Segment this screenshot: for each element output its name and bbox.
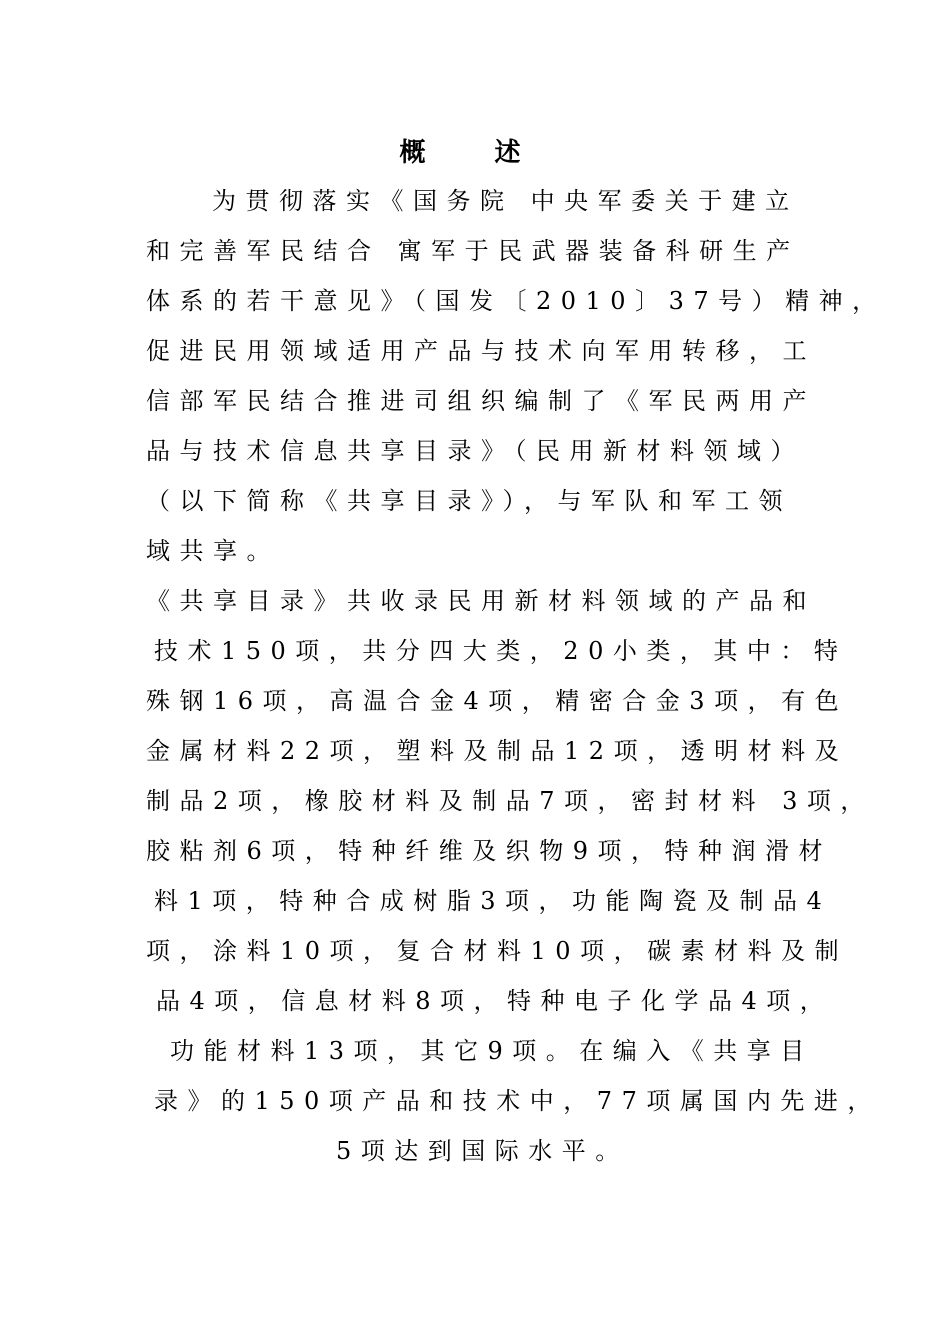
paragraph-line: 料1项，特种合成树脂3项，功能陶瓷及制品4: [154, 887, 832, 915]
paragraph-line: 技术150项，共分四大类，20小类，其中：特: [154, 637, 848, 665]
paragraph-line: 体系的若干意见》（国发〔2010〕37号）精神，: [146, 287, 886, 315]
paragraph-line: 和完善军民结合 寓军于民武器装备科研生产: [146, 237, 800, 265]
paragraph-line: 为贯彻落实《国务院 中央军委关于建立: [212, 187, 799, 215]
paragraph-line: 录》的150项产品和技术中，77项属国内先进，: [154, 1087, 881, 1115]
paragraph-line: 品4项，信息材料8项，特种电子化学品4项，: [156, 987, 834, 1015]
paragraph-line: 殊钢16项，高温合金4项，精密合金3项，有色: [146, 687, 849, 715]
page-title: 概 述: [399, 138, 551, 168]
paragraph-line: 5项达到国际水平。: [336, 1137, 629, 1165]
paragraph-line: 胶粘剂6项，特种纤维及织物9项，特种润滑材: [146, 837, 833, 865]
paragraph-line: 品与技术信息共享目录》（民用新材料领域）: [146, 437, 804, 465]
paragraph-line: 域共享。: [146, 537, 280, 565]
paragraph-line: 项，涂料10项，复合材料10项，碳素材料及制: [146, 937, 849, 965]
paragraph-line: 功能材料13项，其它9项。在编入《共享目: [170, 1037, 814, 1065]
paragraph-line: 信部军民结合推进司组织编制了《军民两用产: [146, 387, 816, 415]
paragraph-line: （以下简称《共享目录》），与军队和军工领: [146, 487, 792, 515]
paragraph-line: 《共享目录》共收录民用新材料领域的产品和: [146, 587, 816, 615]
paragraph-line: 金属材料22项，塑料及制品12项，透明材料及: [146, 737, 849, 765]
paragraph-line: 制品2项，橡胶材料及制品7项，密封材料 3项，: [146, 787, 874, 815]
paragraph-line: 促进民用领域适用产品与技术向军用转移，工: [146, 337, 816, 365]
